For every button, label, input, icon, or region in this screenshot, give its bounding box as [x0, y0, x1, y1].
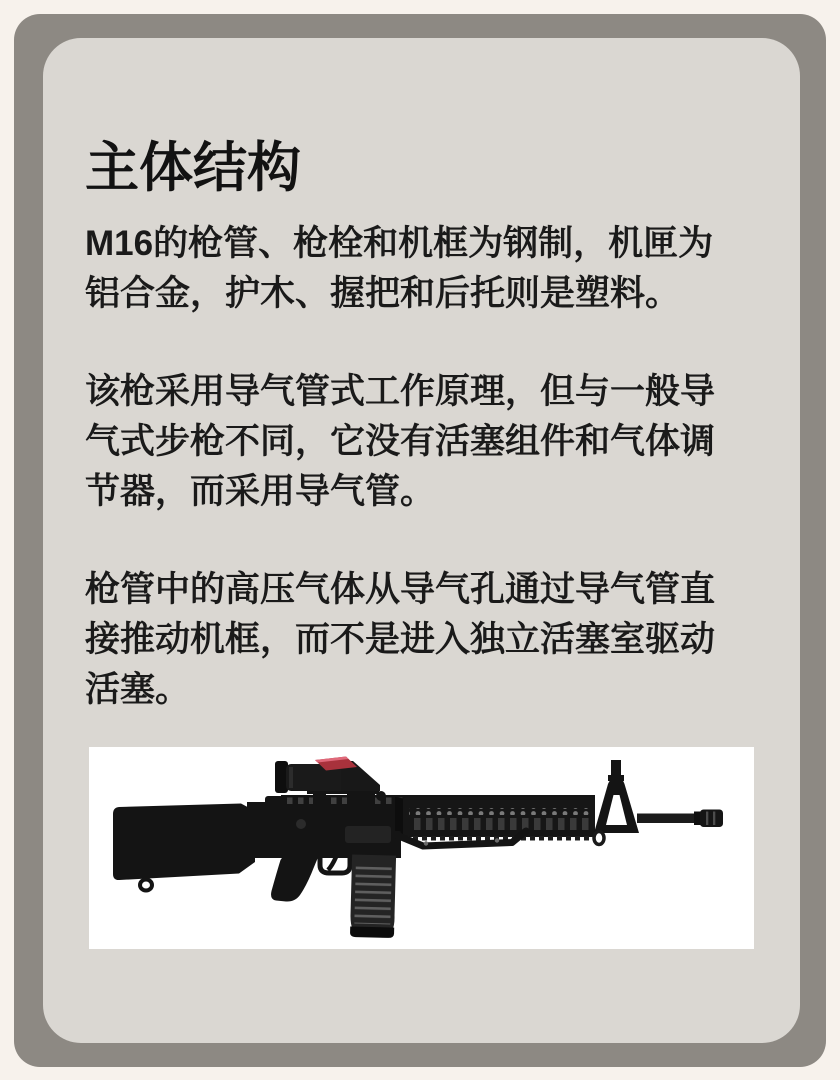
body-paragraph [85, 565, 758, 715]
body-paragraph [85, 367, 758, 517]
text-line: 气式步枪不同，它没有活塞组件和气体调 [85, 422, 716, 461]
text-line: 铝合金，护木、握把和后托则是塑料。 [85, 274, 681, 313]
text-line: 枪管中的高压气体从导气孔通过导气管直 [85, 570, 716, 609]
card-frame [14, 14, 826, 1067]
text-line: 接推动机框，而不是进入独立活塞室驱动 [85, 620, 716, 659]
content-card [43, 38, 800, 1043]
text-line: 活塞。 [85, 670, 191, 709]
page-title: 主体结构 [85, 138, 301, 198]
text-line: M16的枪管、枪栓和机框为钢制，机匣为 [85, 224, 714, 263]
text-line: 节器，而采用导气管。 [85, 472, 436, 511]
text-line: 该枪采用导气管式工作原理，但与一般导 [85, 372, 716, 411]
body-paragraph [85, 219, 758, 319]
rifle-image-panel [89, 747, 754, 949]
m16-rifle-illustration [89, 747, 754, 949]
